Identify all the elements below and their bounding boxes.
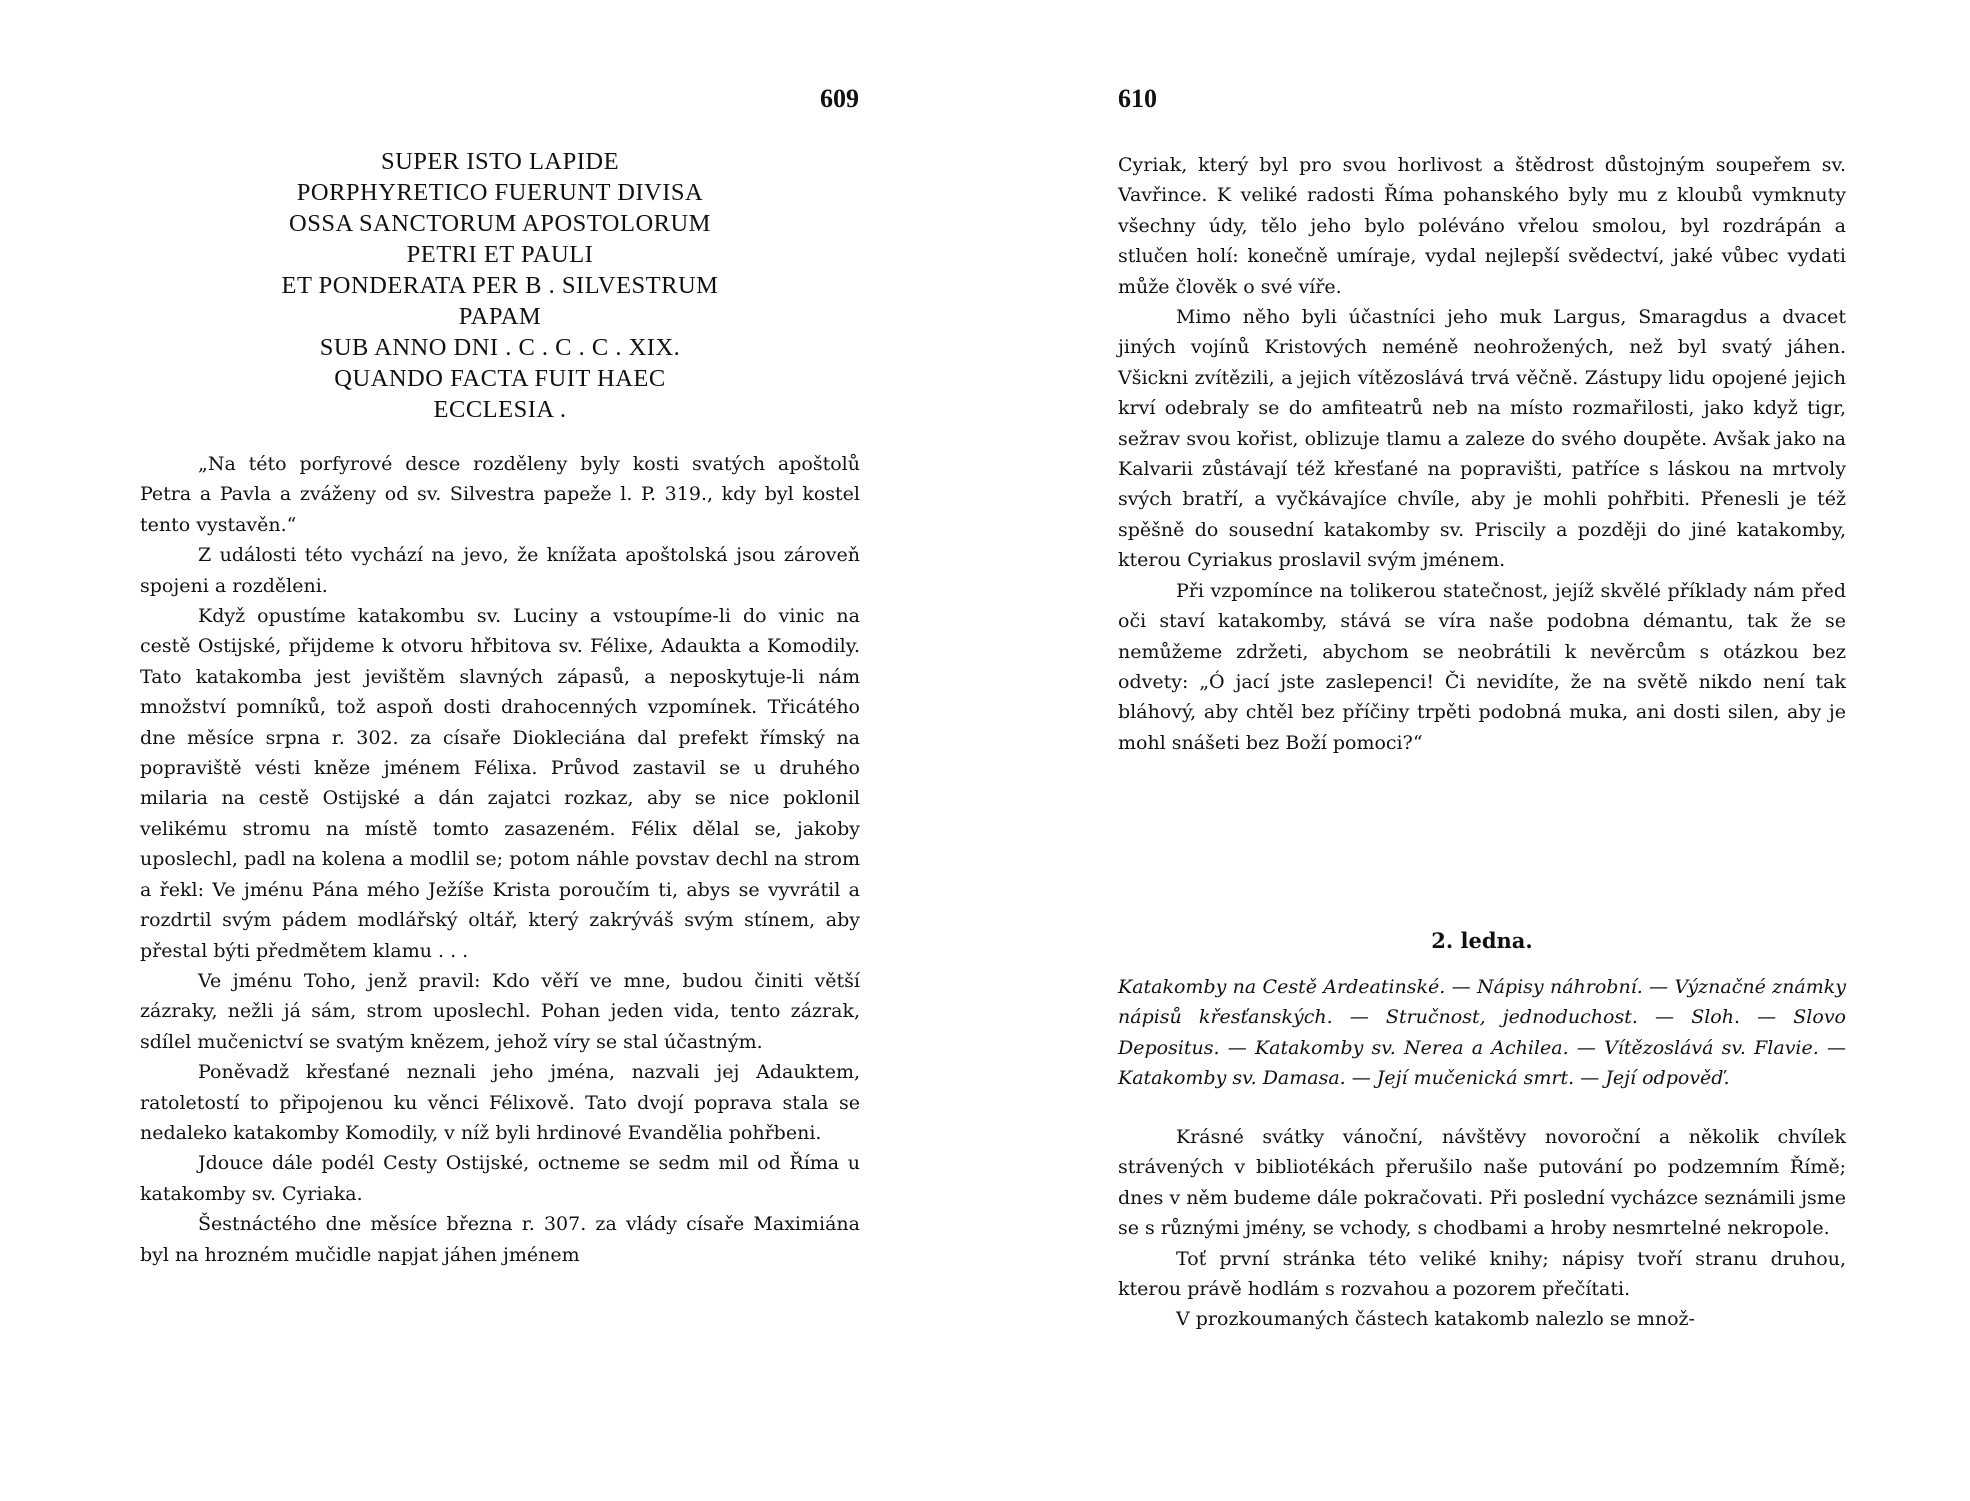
inscription-line: OSSA SANCTORUM APOSTOLORUM: [289, 210, 711, 237]
inscription-line: SUPER ISTO LAPIDE: [380, 148, 620, 175]
chapter-summary: [1118, 972, 1846, 1094]
paragraph: Ve jménu Toho, jenž pravil: Kdo věří ve mne, budou činiti větší zázraky, nežli já sám, strom uposlechl. Pohan jeden vida, tento zázrak, sdílel mučenictví se svatým knězem, jehož víry se stal účastným.: [140, 969, 860, 1053]
paragraph: V prozkoumaných částech katakomb nalezlo se množ-: [1176, 1308, 1695, 1331]
paragraph: Když opustíme katakombu sv. Luciny a vstoupíme-li do vinic na cestě Ostijské, přijdeme k otvoru hřbitova sv. Félixe, Adaukta a Komodily. Tato katakomba jest jevištěm slavných zápasů, a neposkytuje-li nám množství pomníků, tož aspoň dosti drahocenných vzpomínek. Třicátého dne měsíce srpna r. 302. za císaře Diokleciána dal prefekt římský na popraviště vésti kněze jménem Félixa. Průvod zastavil se u druhého milaria na cestě Ostijské a dán zajatci rozkaz, aby se nice poklonil velikému stromu na místě tomto zasazeném. Félix dělal se, jakoby uposlechl, padl na kolena a modlil se; potom náhle povstav dechl na strom a řekl: Ve jménu Pána mého Ježíše Krista poroučím ti, abys se vyvrátil a rozdrtil svým pádem modlářský oltář, který zakrýváš svým stínem, aby přestal býti předmětem klamu . . .: [140, 605, 860, 962]
left-body-text: [140, 449, 860, 1270]
inscription-line: ET PONDERATA PER B . SILVESTRUM: [281, 272, 719, 299]
inscription-line: QUANDO FACTA FUIT HAEC: [334, 365, 666, 392]
inscription-line: PETRI ET PAULI: [406, 241, 594, 268]
inscription-line: PORPHYRETICO FUERUNT DIVISA: [296, 179, 704, 206]
paragraph: Z události této vychází na jevo, že knížata apoštolská jsou zároveň spojeni a rozděleni.: [140, 544, 860, 597]
paragraph: Jdouce dále podél Cesty Ostijské, octneme se sedm mil od Říma u katakomby sv. Cyriaka.: [140, 1152, 860, 1205]
section-heading: 2. ledna.: [1431, 928, 1533, 953]
right-body-text-2: [1118, 1122, 1846, 1335]
latin-inscription: [140, 146, 860, 425]
inscription-line: SUB ANNO DNI . C . C . C . XIX.: [319, 334, 681, 361]
paragraph: Krásné svátky vánoční, návštěvy novoroční a několik chvílek strávených v bibliotékách přerušilo naše putování po podzemním Římě; dnes v něm budeme dále pokračovati. Při poslední vycházce seznámili jsme se s různými jmény, se vchody, s chodbami a hroby nesmrtelné nekropole.: [1118, 1126, 1846, 1240]
paragraph: Poněvadž křesťané neznali jeho jména, nazvali jej Adauktem, ratoletostí to připojenou ku věnci Félixově. Tato dvojí poprava stala se nedaleko katakomby Komodily, v níž byli hrdinové Evandělia pohřbeni.: [140, 1061, 860, 1144]
page-number: 610: [1118, 84, 1157, 113]
paragraph: Toť první stránka této veliké knihy; nápisy tvoří stranu druhou, kterou právě hodlám s rozvahou a pozorem přečítati.: [1118, 1247, 1846, 1301]
paragraph: Cyriak, který byl pro svou horlivost a štědrost důstojným soupeřem sv. Vavřince. K veliké radosti Říma pohanského byly mu z kloubů vymknuty všechny údy, tělo jeho bylo poléváno vřelou smolou, byl rozdrápán a stlučen holí: konečně umíraje, vydal nejlepší svědectví, jaké vůbec vydati může člověk o své víře.: [1118, 154, 1846, 298]
paragraph: Šestnáctého dne měsíce března r. 307. za vlády císaře Maximiána byl na hrozném mučidle napjat jáhen jménem: [140, 1213, 860, 1266]
inscription-line: PAPAM: [458, 303, 542, 330]
page-number: 609: [820, 84, 859, 113]
paragraph: Mimo něho byli účastníci jeho muk Largus, Smaragdus a dvacet jiných vojínů Kristových neméně neohrožených, než byl svatý jáhen. Všickni zvítězili, a jejich vítězoslává trvá věčně. Zástupy lidu opojené jejich krví odebraly se do amfiteatrů neb na místo rozmařilosti, jako když tigr, sežrav svou kořist, oblizuje tlamu a zaleze do svého doupěte. Avšak jako na Kalvarii zůstávají též křesťané na popravišti, patříce s láskou na mrtvoly svých bratří, a vyčkávajíce chvíle, aby je mohli pohřbiti. Přenesli je též spěšně do sousední katakomby sv. Priscily a později do jiné katakomby, kterou Cyriakus proslavil svým jménem.: [1118, 306, 1846, 572]
inscription-line: ECCLESIA .: [433, 396, 567, 423]
summary-text: Katakomby na Cestě Ardeatinské. — Nápisy náhrobní. — Význačné známky nápisů křesťanských. — Stručnost, jednoduchost. — Sloh. — Slovo Depositus. — Katakomby sv. Nerea a Achilea. — Vítězoslává sv. Flavie. — Katakomby sv. Damasa. — Její mučenická smrt. — Její odpověď.: [1118, 976, 1846, 1090]
paragraph: „Na této porfyrové desce rozděleny byly kosti svatých apoštolů Petra a Pavla a zváženy od sv. Silvestra papeže l. P. 319., kdy byl kostel tento vystavěn.“: [140, 453, 860, 536]
right-body-text: [1118, 150, 1846, 758]
paragraph: Při vzpomínce na tolikerou statečnost, jejíž skvělé příklady nám před oči staví katakomby, stává se víra naše podobna démantu, tak že se nemůžeme zdržeti, abychom se neobrátili k nevěrcům s otázkou bez odvety: „Ó jací jste zaslepenci! Či nevidíte, že na světě nikdo není tak bláhový, aby chtěl bez příčiny trpěti podobná muka, ani dosti silen, aby je mohl snášeti bez Boží pomoci?“: [1118, 579, 1846, 754]
